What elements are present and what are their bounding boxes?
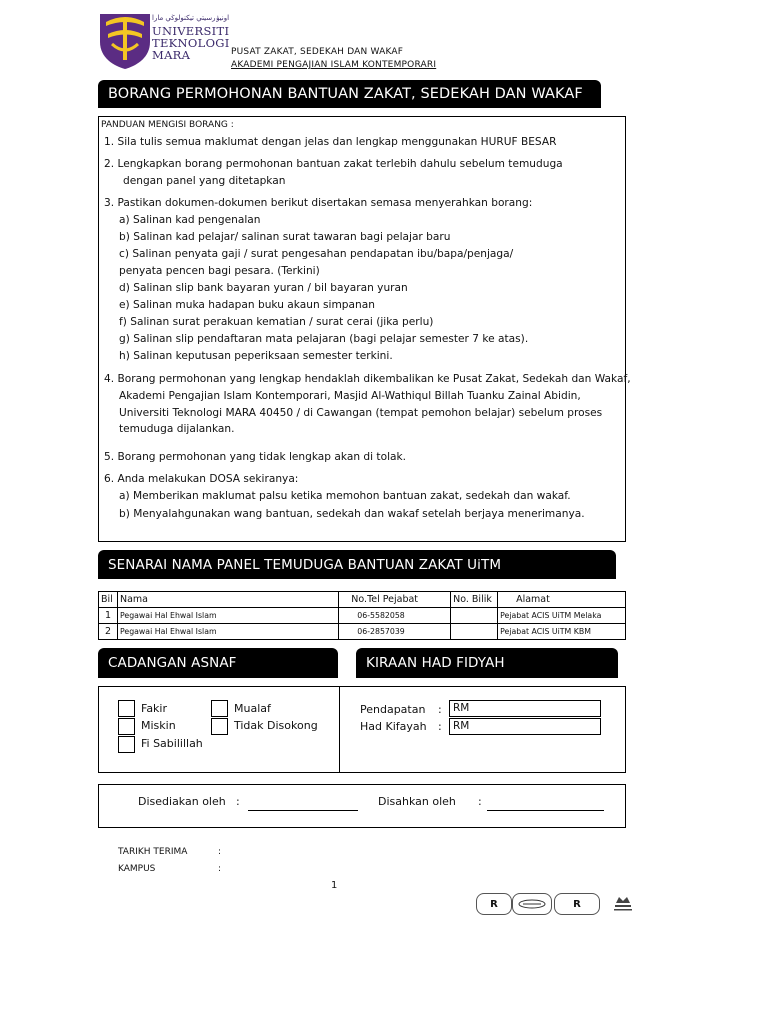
prepared-by-label: Disediakan oleh bbox=[138, 795, 226, 808]
guide-line: dengan panel yang ditetapkan bbox=[123, 175, 286, 187]
fakir-label: Fakir bbox=[141, 702, 168, 715]
guide-box bbox=[98, 116, 631, 542]
tidak-disokong-checkbox[interactable] bbox=[211, 718, 228, 735]
had-kifayah-colon: : bbox=[438, 720, 442, 733]
tarikh-terima-colon: : bbox=[218, 847, 222, 857]
guide-line: 4. Borang permohonan yang lengkap hendaklah dikembalikan ke Pusat Zakat, Sedekah dan Wakaf, bbox=[104, 373, 631, 385]
certification-crown-icon bbox=[610, 893, 636, 913]
guide-line: f) Salinan surat perakuan kematian / surat cerai (jika perlu) bbox=[119, 316, 434, 328]
guide-line: 2. Lengkapkan borang permohonan bantuan zakat terlebih dahulu sebelum temuduga bbox=[104, 158, 563, 170]
guide-line: 3. Pastikan dokumen-dokumen berikut disertakan semasa menyerahkan borang: bbox=[104, 197, 533, 209]
prepared-by-colon: : bbox=[236, 795, 240, 808]
cell-bil: 2 bbox=[99, 624, 118, 640]
asnaf-title: CADANGAN ASNAF bbox=[98, 648, 338, 678]
guide-line: a) Memberikan maklumat palsu ketika memohon bantuan zakat, sedekah dan wakaf. bbox=[119, 490, 571, 502]
miskin-checkbox[interactable] bbox=[118, 718, 135, 735]
guide-line: 1. Sila tulis semua maklumat dengan jelas dan lengkap menggunakan HURUF BESAR bbox=[104, 136, 557, 148]
pendapatan-field[interactable]: RM bbox=[449, 700, 601, 717]
prepared-by-signature-line[interactable] bbox=[248, 810, 358, 811]
guide-line: Universiti Teknologi MARA 40450 / di Cawangan (tempat pemohon belajar) sebelum proses bbox=[119, 407, 603, 419]
guide-line: 5. Borang permohonan yang tidak lengkap akan di tolak. bbox=[104, 451, 407, 463]
fakir-checkbox[interactable] bbox=[118, 700, 135, 717]
column-header: No. Bilik bbox=[451, 592, 498, 608]
fidyah-title: KIRAAN HAD FIDYAH bbox=[356, 648, 618, 678]
guide-line: b) Menyalahgunakan wang bantuan, sedekah dan wakaf setelah berjaya menerimanya. bbox=[119, 508, 585, 520]
guide-line: temuduga dijalankan. bbox=[119, 423, 235, 435]
certification-seal-icon bbox=[518, 899, 546, 909]
department-heading bbox=[231, 46, 436, 72]
cell-bilik bbox=[451, 624, 498, 640]
certification-r-icon: R bbox=[554, 893, 600, 915]
box-divider bbox=[339, 686, 340, 773]
column-header: No.Tel Pejabat bbox=[339, 592, 451, 608]
cell-tel: 06-2857039 bbox=[339, 624, 451, 640]
fi-sabilillah-checkbox[interactable] bbox=[118, 736, 135, 753]
approved-by-label: Disahkan oleh bbox=[378, 795, 456, 808]
column-header: Bil bbox=[99, 592, 118, 608]
guide-line: Akademi Pengajian Islam Kontemporari, Masjid Al-Wathiqul Billah Tuanku Zainal Abidin, bbox=[119, 390, 581, 402]
cell-tel: 06-5582058 bbox=[339, 608, 451, 624]
approved-by-colon: : bbox=[478, 795, 482, 808]
guide-line: penyata pencen bagi pesara. (Terkini) bbox=[119, 265, 320, 277]
tarikh-terima-label: TARIKH TERIMA bbox=[118, 847, 188, 857]
cell-alamat: Pejabat ACIS UiTM KBM bbox=[498, 624, 626, 640]
table-row bbox=[99, 608, 626, 624]
table-header-row bbox=[99, 592, 626, 608]
table-row bbox=[99, 624, 626, 640]
guide-line: a) Salinan kad pengenalan bbox=[119, 214, 261, 226]
cell-bilik bbox=[451, 608, 498, 624]
kampus-colon: : bbox=[218, 864, 222, 874]
form-title: BORANG PERMOHONAN BANTUAN ZAKAT, SEDEKAH DAN WAKAF bbox=[98, 80, 601, 108]
kampus-label: KAMPUS bbox=[118, 864, 156, 874]
logo-wordmark bbox=[152, 25, 230, 61]
dept-line-1: PUSAT ZAKAT, SEDEKAH DAN WAKAF bbox=[231, 47, 404, 57]
certification-r-icon: R bbox=[476, 893, 512, 915]
guide-line: e) Salinan muka hadapan buku akaun simpanan bbox=[119, 299, 375, 311]
pendapatan-colon: : bbox=[438, 703, 442, 716]
guide-line: g) Salinan slip pendaftaran mata pelajaran (bagi pelajar semester 7 ke atas). bbox=[119, 333, 529, 345]
approved-by-signature-line[interactable] bbox=[487, 810, 604, 811]
cell-bil: 1 bbox=[99, 608, 118, 624]
certification-badge-icon bbox=[512, 893, 552, 915]
guide-line: b) Salinan kad pelajar/ salinan surat tawaran bagi pelajar baru bbox=[119, 231, 451, 243]
guide-line: c) Salinan penyata gaji / surat pengesahan pendapatan ibu/bapa/penjaga/ bbox=[119, 248, 514, 260]
column-header: Nama bbox=[117, 592, 338, 608]
cell-alamat: Pejabat ACIS UiTM Melaka bbox=[498, 608, 626, 624]
logo-arabic-text: اونيۏرسيتي تيكنولوڬي مارا bbox=[152, 14, 230, 22]
had-kifayah-field[interactable]: RM bbox=[449, 718, 601, 735]
fi-sabilillah-label: Fi Sabilillah bbox=[141, 737, 203, 750]
guide-line: 6. Anda melakukan DOSA sekiranya: bbox=[104, 473, 299, 485]
guide-line: d) Salinan slip bank bayaran yuran / bil bayaran yuran bbox=[119, 282, 408, 294]
guide-line: h) Salinan keputusan peperiksaan semester terkini. bbox=[119, 350, 393, 362]
uitm-crest-icon bbox=[98, 12, 152, 70]
guide-heading: PANDUAN MENGISI BORANG : bbox=[101, 120, 234, 130]
logo-line-2: TEKNOLOGI bbox=[152, 36, 230, 50]
logo-line-3: MARA bbox=[152, 48, 191, 62]
cell-nama: Pegawai Hal Ehwal Islam bbox=[117, 624, 338, 640]
column-header: Alamat bbox=[498, 592, 626, 608]
miskin-label: Miskin bbox=[141, 719, 176, 732]
logo-line-1: UNIVERSITI bbox=[152, 24, 230, 38]
panel-title: SENARAI NAMA PANEL TEMUDUGA BANTUAN ZAKAT UiTM bbox=[98, 550, 616, 579]
page-number: 1 bbox=[331, 880, 338, 891]
dept-line-2: AKADEMI PENGAJIAN ISLAM KONTEMPORARI bbox=[231, 60, 437, 70]
panel-table bbox=[98, 591, 626, 640]
mualaf-checkbox[interactable] bbox=[211, 700, 228, 717]
pendapatan-label: Pendapatan bbox=[360, 703, 426, 716]
crown-icon bbox=[610, 893, 636, 913]
cell-nama: Pegawai Hal Ehwal Islam bbox=[117, 608, 338, 624]
tidak-disokong-label: Tidak Disokong bbox=[234, 719, 318, 732]
mualaf-label: Mualaf bbox=[234, 702, 271, 715]
had-kifayah-label: Had Kifayah bbox=[360, 720, 427, 733]
